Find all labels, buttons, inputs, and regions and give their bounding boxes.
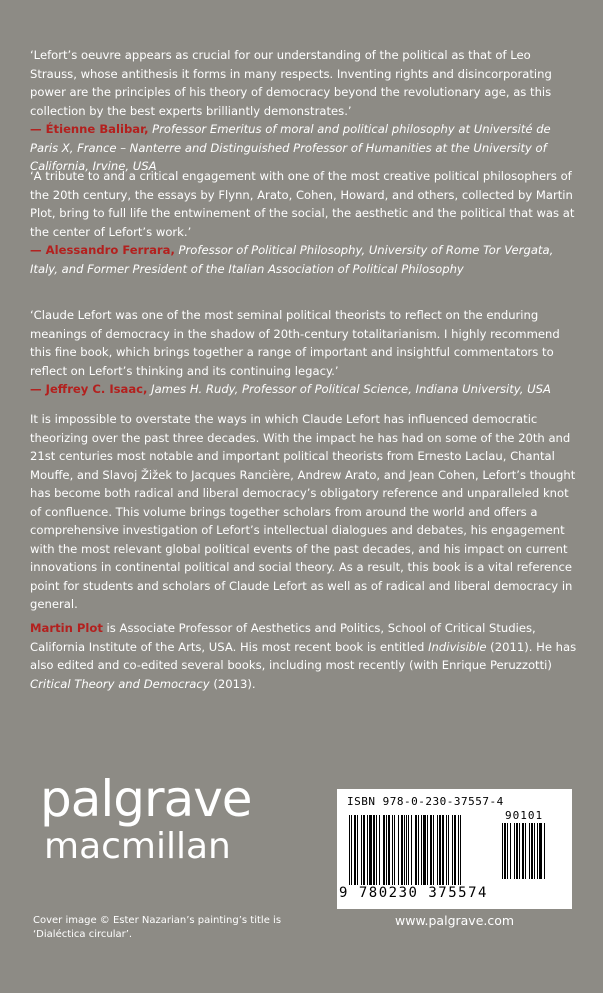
barcode-stripe	[388, 815, 390, 885]
endorsement-author: — Jeffrey C. Isaac,	[30, 382, 148, 396]
barcode-stripe	[439, 815, 441, 885]
editor-bio	[30, 619, 578, 693]
endorsement-ferrara	[30, 167, 578, 278]
book-title: Indivisible	[428, 639, 487, 654]
barcode-stripe	[522, 823, 524, 879]
barcode-stripe	[376, 815, 377, 885]
endorsement-quote: ‘Claude Lefort was one of the most seminal political theorists to reflect on the enduring meanings of democracy in the shadow of 20th-century totalitarianism. I highly recommend this fine book, which brings together a range of important and insightful commentators to reflect on Lefort’s thinking and its continuing legacy.’	[30, 308, 560, 378]
barcode-stripe	[386, 815, 387, 885]
endorsement-author: — Étienne Balibar,	[30, 122, 149, 136]
publisher-website: www.palgrave.com	[395, 913, 515, 928]
barcode-stripe	[404, 815, 405, 885]
barcode-stripe	[437, 815, 438, 885]
isbn-label: ISBN 978-0-230-37557-4	[347, 795, 504, 808]
endorsement-quote: ‘A tribute to and a critical engagement with one of the most creative political philosophers of the 20th century, the essays by Flynn, Arato, Cohen, Howard, and others, collected by Martin Plot, bring to full life the entwinement of the social, the aesthetic and the political that was at the center of Lefort’s work.’	[30, 169, 575, 239]
barcode-stripe	[510, 823, 511, 879]
endorsement-author-title: Professor Emeritus of moral and political philosophy at Université de Paris X, France – Nanterre and Distinguished Professor of Humanities at the University of California, Irvine, USA	[30, 122, 551, 173]
book-title: Critical Theory and Democracy	[30, 676, 210, 691]
barcode-stripe	[398, 815, 399, 885]
barcode-number: 9 780230 375574	[339, 885, 488, 901]
barcode-stripe	[534, 823, 535, 879]
barcode-stripe	[406, 815, 407, 885]
barcode-stripe	[383, 815, 385, 885]
barcode-stripe	[446, 815, 447, 885]
barcode-stripe	[351, 815, 352, 885]
endorsement-author-title: James H. Rudy, Professor of Political Science, Indiana University, USA	[151, 382, 551, 396]
endorsement-balibar	[30, 46, 578, 176]
barcode-stripe	[418, 815, 419, 885]
barcode-stripe	[415, 815, 417, 885]
barcode-stripe	[401, 815, 403, 885]
barcode	[337, 789, 572, 909]
barcode-stripe	[504, 823, 506, 879]
cover-credit: Cover image © Ester Nazarian’s painting’s title is ‘Dialéctica circular’.	[33, 915, 282, 940]
barcode-stripe	[369, 815, 372, 885]
endorsement-author-title: Professor of Political Philosophy, University of Rome Tor Vergata, Italy, and Former President of the Italian Association of Political Philosophy	[30, 243, 554, 276]
endorsement-author: — Alessandro Ferrara,	[30, 243, 175, 257]
barcode-stripe	[361, 815, 362, 885]
publisher-logo-palgrave: palgrave	[40, 770, 252, 828]
endorsement-quote: ‘Lefort’s oeuvre appears as crucial for our understanding of the political as that of Leo Strauss, whose antithesis it forms in many respects. Inventing rights and disincorporating power are the principles of his theory of democracy beyond the revolutionary age, as this collection by the best experts brilliantly demonstrates.’	[30, 48, 552, 118]
barcode-stripe	[421, 815, 422, 885]
barcode-stripe	[408, 815, 409, 885]
barcode-stripe	[357, 815, 358, 885]
book-description	[30, 410, 578, 614]
barcode-stripe	[516, 823, 518, 879]
barcode-stripe	[514, 823, 515, 879]
barcode-stripe	[452, 815, 453, 885]
barcode-stripe	[349, 815, 350, 885]
publisher-logo-macmillan: macmillan	[44, 826, 231, 867]
barcode-stripe	[411, 815, 412, 885]
barcode-bars	[349, 815, 497, 885]
barcode-stripe	[423, 815, 426, 885]
barcode-stripe	[373, 815, 375, 885]
endorsement-isaac	[30, 306, 578, 399]
barcode-stripe	[544, 823, 545, 879]
barcode-stripe	[442, 815, 444, 885]
barcode-stripe	[430, 815, 432, 885]
barcode-stripe	[525, 823, 526, 879]
barcode-stripe	[539, 823, 542, 879]
barcode-stripe	[394, 815, 395, 885]
barcode-stripe	[427, 815, 428, 885]
barcode-stripe	[529, 823, 530, 879]
bio-text: (2013).	[209, 676, 256, 691]
barcode-stripe	[433, 815, 434, 885]
bio-text: (2011). He has also edited and co-edited several books, including most recently (with Enrique Peruzzotti)	[30, 639, 577, 672]
editor-name: Martin Plot	[30, 621, 103, 635]
barcode-stripe	[531, 823, 533, 879]
barcode-stripe	[448, 815, 449, 885]
barcode-stripe	[502, 823, 503, 879]
barcode-addon-bars	[502, 823, 560, 879]
barcode-stripe	[379, 815, 380, 885]
barcode-stripe	[507, 823, 508, 879]
barcode-stripe	[460, 815, 461, 885]
description-text: It is impossible to overstate the ways in which Claude Lefort has influenced democratic theorizing over the past three decades. With the impact he has had on some of the 20th and 21st centuries most notable and important political theorists from Ernesto Laclau, Chantal Mouffe, and Slavoj Žižek to Jacques Rancière, Andrew Arato, and Jean Cohen, Lefort’s thought has become both radical and liberal democracy’s obligatory reference and unparalleled knot of confluence. This volume brings together scholars from around the world and offers a comprehensive investigation of Lefort’s intellectual dialogues and debates, his engagement with the most relevant global political events of the past decades, and his impact on current innovations in continental political and social theory. As a result, this book is a vital reference point for students and scholars of Claude Lefort as well as of radical and liberal democracy in general.	[30, 412, 576, 611]
barcode-stripe	[458, 815, 459, 885]
bio-text: is Associate Professor of Aesthetics and Politics, School of Critical Studies, California Institute of the Arts, USA. His most recent book is entitled	[30, 621, 536, 654]
barcode-stripe	[519, 823, 520, 879]
barcode-stripe	[354, 815, 356, 885]
barcode-stripe	[454, 815, 456, 885]
barcode-stripe	[392, 815, 393, 885]
barcode-stripe	[367, 815, 368, 885]
barcode-stripe	[363, 815, 365, 885]
barcode-stripe	[537, 823, 538, 879]
barcode-addon-number: 90101	[505, 809, 544, 822]
